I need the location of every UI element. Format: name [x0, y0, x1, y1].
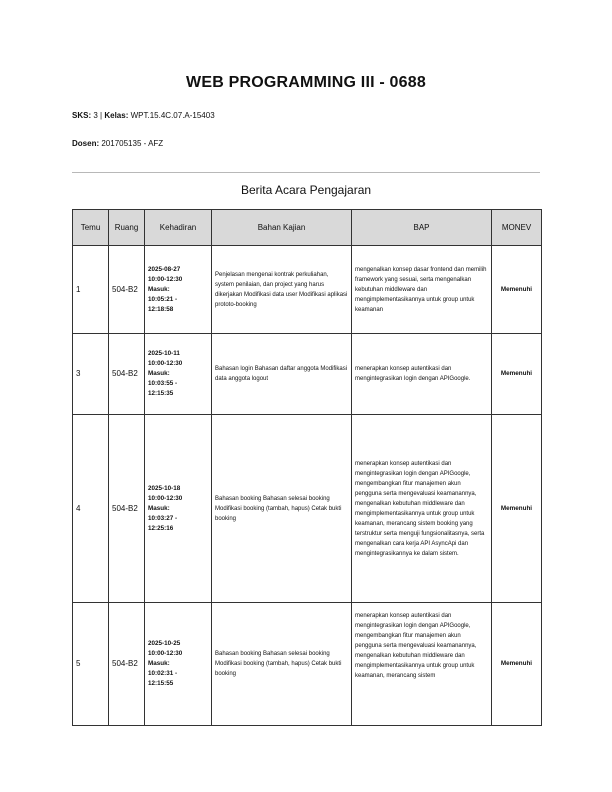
kelas-value: WPT.15.4C.07.A-15403 — [130, 111, 215, 120]
kehadiran-schedule: 10:00-12:30 — [148, 275, 183, 283]
cell-temu: 3 — [73, 334, 109, 415]
kelas-label: Kelas: — [104, 111, 129, 120]
header-bap: BAP — [352, 210, 492, 246]
dosen-value: 201705135 - AFZ — [101, 139, 164, 148]
kehadiran-label: Masuk: — [148, 660, 170, 667]
header-monev: MONEV — [492, 210, 542, 246]
dosen-label: Dosen: — [72, 139, 100, 148]
kehadiran-date: 2025-08-27 — [148, 265, 181, 273]
divider — [72, 172, 540, 173]
header-ruang: Ruang — [109, 210, 145, 246]
cell-monev: Memenuhi — [492, 334, 542, 415]
cell-bahan-kajian: Bahasan login Bahasan daftar anggota Modifikasi data anggota logout — [212, 334, 352, 415]
cell-bap — [352, 603, 492, 726]
cell-ruang: 504-B2 — [109, 246, 145, 334]
kehadiran-in: 10:02:31 - — [148, 670, 178, 677]
kehadiran-date: 2025-10-11 — [148, 350, 180, 357]
kehadiran-in: 10:05:21 - — [148, 295, 178, 303]
cell-monev: Memenuhi — [492, 246, 542, 334]
cell-monev: Memenuhi — [492, 603, 542, 726]
cell-bahan-kajian: Bahasan booking Bahasan selesai booking Modifikasi booking (tambah, hapus) Cetak bukti booking — [212, 603, 352, 726]
cell-temu: 1 — [73, 246, 109, 334]
cell-kehadiran — [145, 246, 212, 334]
cell-ruang: 504-B2 — [109, 603, 145, 726]
cell-monev: Memenuhi — [492, 415, 542, 603]
meta-separator: | — [100, 111, 103, 120]
kehadiran-out: 12:15:35 — [148, 390, 174, 397]
kehadiran-in: 10:03:27 - — [148, 514, 178, 522]
kehadiran-schedule: 10:00-12:30 — [148, 650, 183, 657]
kehadiran-schedule: 10:00-12:30 — [148, 360, 183, 367]
kehadiran-label: Masuk: — [148, 504, 170, 512]
sks-value: 3 — [93, 111, 98, 120]
cell-temu: 4 — [73, 415, 109, 603]
kehadiran-label: Masuk: — [148, 370, 170, 377]
table-row — [73, 415, 542, 603]
cell-bap: menerapkan konsep autentikasi dan mengintegrasikan login dengan APIGoogle, mengembangkan fitur manajemen akun pengguna serta mengevaluasi keamanannya, mengenalkan kebutuhan middleware dan mengimplementasikannya untuk group untuk keamanan, merancang sistem booking yang terstruktur serta menguji fungsionalitasnya, serta mengenalkan cara kerja API AsyncApi dan mengintegrasikannya ke dalam sistem. — [352, 415, 492, 603]
header-temu: Temu — [73, 210, 109, 246]
sks-label: SKS: — [72, 111, 92, 120]
kehadiran-in: 10:03:55 - — [148, 380, 178, 387]
kehadiran-out: 12:18:58 — [148, 305, 174, 313]
kehadiran-label: Masuk: — [148, 285, 170, 293]
header-kehadiran: Kehadiran — [145, 210, 212, 246]
table-header-row — [73, 210, 542, 246]
section-title: Berita Acara Pengajaran — [240, 183, 372, 197]
table-row — [73, 603, 542, 726]
cell-bap: mengenalkan konsep dasar frontend dan memilih framework yang sesuai, serta mengenalkan kebutuhan middleware dan mengimplementasikannya untuk group untuk keamanan — [352, 246, 492, 334]
table-row — [73, 246, 542, 334]
cell-ruang: 504-B2 — [109, 334, 145, 415]
course-meta — [72, 111, 215, 120]
kehadiran-date: 2025-10-25 — [148, 640, 181, 647]
bap-text-clipped: menerapkan konsep autentikasi dan mengintegrasikan login dengan APIGoogle, mengembangkan fitur manajemen akun pengguna serta mengevaluasi keamanannya, mengenalkan kebutuhan middleware dan mengimplementasikannya untuk group untuk keamanan, merancang sistem — [355, 613, 477, 679]
cell-bap: menerapkan konsep autentikasi dan mengintegrasikan login dengan APIGoogle. — [352, 334, 492, 415]
kehadiran-schedule: 10:00-12:30 — [148, 494, 183, 502]
course-title: WEB PROGRAMMING III - 0688 — [186, 74, 426, 91]
cell-kehadiran — [145, 334, 212, 415]
header-bahan-kajian: Bahan Kajian — [212, 210, 352, 246]
cell-kehadiran — [145, 415, 212, 603]
teaching-record-table — [72, 209, 542, 726]
cell-temu: 5 — [73, 603, 109, 726]
kehadiran-out: 12:15:55 — [148, 680, 174, 687]
cell-kehadiran — [145, 603, 212, 726]
table-row — [73, 334, 542, 415]
kehadiran-date: 2025-10-18 — [148, 484, 181, 492]
kehadiran-out: 12:25:16 — [148, 524, 174, 532]
cell-bahan-kajian: Penjelasan mengenai kontrak perkuliahan, system penilaian, dan project yang harus dikerjakan Modifikasi data user Modifikasi aplikasi prototo-booking — [212, 246, 352, 334]
cell-ruang: 504-B2 — [109, 415, 145, 603]
lecturer-info — [72, 139, 163, 148]
cell-bahan-kajian: Bahasan booking Bahasan selesai booking Modifikasi booking (tambah, hapus) Cetak bukti booking — [212, 415, 352, 603]
